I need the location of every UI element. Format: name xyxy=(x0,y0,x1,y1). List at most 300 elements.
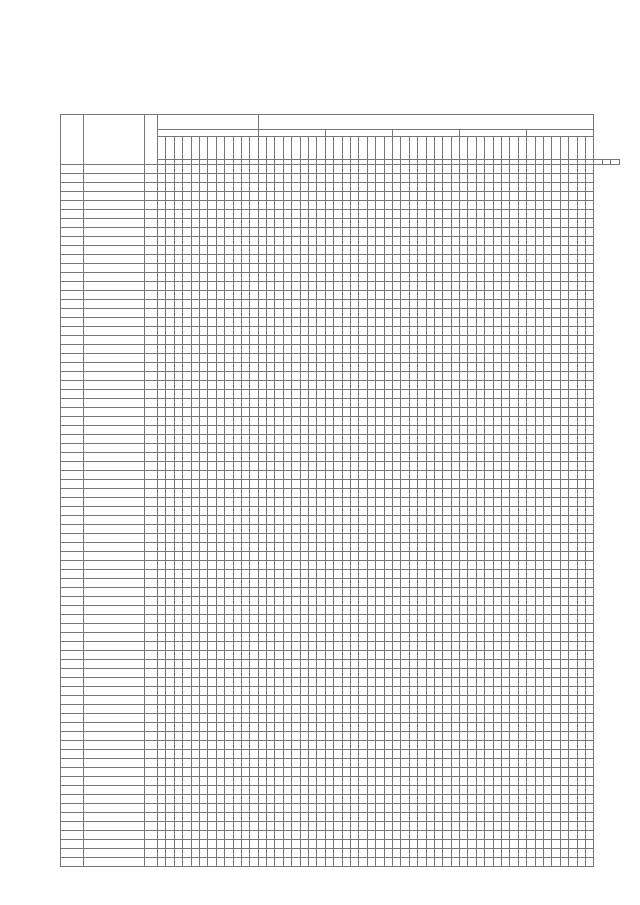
value-cell xyxy=(191,741,199,750)
value-cell xyxy=(250,273,258,282)
value-cell xyxy=(434,372,442,381)
value-cell xyxy=(468,840,476,849)
row-code-cell xyxy=(61,264,84,273)
value-cell xyxy=(191,849,199,858)
value-cell xyxy=(158,651,166,660)
value-cell xyxy=(443,183,451,192)
value-cell xyxy=(300,768,308,777)
row-unit-cell xyxy=(145,237,158,246)
value-cell xyxy=(174,642,182,651)
value-cell xyxy=(552,615,560,624)
value-cell xyxy=(233,336,241,345)
value-cell xyxy=(392,597,400,606)
value-cell xyxy=(292,696,300,705)
value-cell xyxy=(493,300,501,309)
value-cell xyxy=(426,795,434,804)
value-cell xyxy=(434,786,442,795)
value-cell xyxy=(350,651,358,660)
value-cell xyxy=(233,633,241,642)
value-cell xyxy=(552,768,560,777)
value-cell xyxy=(502,759,510,768)
value-cell xyxy=(535,282,543,291)
value-cell xyxy=(409,669,417,678)
value-cell xyxy=(267,471,275,480)
value-cell xyxy=(275,165,283,174)
value-cell xyxy=(309,282,317,291)
value-cell xyxy=(552,264,560,273)
value-cell xyxy=(585,255,593,264)
value-cell xyxy=(502,705,510,714)
value-cell xyxy=(552,750,560,759)
value-cell xyxy=(241,471,249,480)
value-cell xyxy=(183,462,191,471)
value-cell xyxy=(359,498,367,507)
value-cell xyxy=(183,678,191,687)
value-cell xyxy=(577,831,585,840)
value-cell xyxy=(384,363,392,372)
value-cell xyxy=(283,633,291,642)
value-cell xyxy=(183,633,191,642)
value-cell xyxy=(392,552,400,561)
value-cell xyxy=(418,210,426,219)
row-unit-cell xyxy=(145,561,158,570)
subcolumn-header xyxy=(560,137,568,160)
value-cell xyxy=(350,417,358,426)
value-cell xyxy=(258,822,266,831)
value-cell xyxy=(476,372,484,381)
value-cell xyxy=(350,723,358,732)
value-cell xyxy=(367,426,375,435)
value-cell xyxy=(300,471,308,480)
value-cell xyxy=(359,777,367,786)
value-cell xyxy=(158,309,166,318)
value-cell xyxy=(359,408,367,417)
value-cell xyxy=(216,624,224,633)
row-code-cell xyxy=(61,354,84,363)
value-cell xyxy=(342,336,350,345)
subcolumn-header xyxy=(426,137,434,160)
value-cell xyxy=(158,444,166,453)
value-cell xyxy=(585,795,593,804)
row-unit-cell xyxy=(145,714,158,723)
value-cell xyxy=(384,777,392,786)
value-cell xyxy=(158,381,166,390)
value-cell xyxy=(325,840,333,849)
value-cell xyxy=(174,543,182,552)
value-cell xyxy=(191,588,199,597)
value-cell xyxy=(443,750,451,759)
value-cell xyxy=(267,768,275,777)
value-cell xyxy=(325,786,333,795)
value-cell xyxy=(317,651,325,660)
value-cell xyxy=(577,660,585,669)
value-cell xyxy=(367,228,375,237)
table-row xyxy=(61,561,620,570)
value-cell xyxy=(183,336,191,345)
value-cell xyxy=(250,804,258,813)
value-cell xyxy=(225,597,233,606)
value-cell xyxy=(267,426,275,435)
value-cell xyxy=(292,804,300,813)
value-cell xyxy=(409,516,417,525)
row-name-cell xyxy=(84,714,145,723)
value-cell xyxy=(174,471,182,480)
value-cell xyxy=(409,282,417,291)
value-cell xyxy=(283,606,291,615)
value-cell xyxy=(334,210,342,219)
value-cell xyxy=(518,255,526,264)
value-cell xyxy=(510,552,518,561)
value-cell xyxy=(434,417,442,426)
value-cell xyxy=(577,714,585,723)
value-cell xyxy=(409,570,417,579)
value-cell xyxy=(233,300,241,309)
value-cell xyxy=(174,705,182,714)
value-cell xyxy=(325,696,333,705)
value-cell xyxy=(468,516,476,525)
value-cell xyxy=(476,534,484,543)
value-cell xyxy=(174,777,182,786)
value-cell xyxy=(426,723,434,732)
value-cell xyxy=(543,318,551,327)
value-cell xyxy=(191,453,199,462)
value-cell xyxy=(409,741,417,750)
value-cell xyxy=(384,669,392,678)
value-cell xyxy=(392,840,400,849)
value-cell xyxy=(183,282,191,291)
value-cell xyxy=(493,786,501,795)
value-cell xyxy=(460,813,468,822)
value-cell xyxy=(409,858,417,867)
value-cell xyxy=(250,228,258,237)
value-cell xyxy=(233,813,241,822)
row-unit-cell xyxy=(145,858,158,867)
value-cell xyxy=(443,642,451,651)
value-cell xyxy=(518,507,526,516)
value-cell xyxy=(342,192,350,201)
value-cell xyxy=(585,822,593,831)
value-cell xyxy=(233,777,241,786)
value-cell xyxy=(468,768,476,777)
value-cell xyxy=(569,300,577,309)
value-cell xyxy=(468,480,476,489)
value-cell xyxy=(334,606,342,615)
value-cell xyxy=(317,354,325,363)
value-cell xyxy=(585,624,593,633)
value-cell xyxy=(216,750,224,759)
value-cell xyxy=(166,192,174,201)
value-cell xyxy=(174,795,182,804)
value-cell xyxy=(493,660,501,669)
value-cell xyxy=(485,633,493,642)
value-cell xyxy=(376,183,384,192)
value-cell xyxy=(376,525,384,534)
value-cell xyxy=(418,480,426,489)
value-cell xyxy=(502,849,510,858)
value-cell xyxy=(183,426,191,435)
value-cell xyxy=(518,786,526,795)
value-cell xyxy=(426,687,434,696)
value-cell xyxy=(535,804,543,813)
value-cell xyxy=(493,507,501,516)
row-code-cell xyxy=(61,588,84,597)
value-cell xyxy=(342,273,350,282)
value-cell xyxy=(292,273,300,282)
row-unit-cell xyxy=(145,462,158,471)
value-cell xyxy=(225,822,233,831)
value-cell xyxy=(334,453,342,462)
value-cell xyxy=(300,408,308,417)
value-cell xyxy=(468,570,476,579)
value-cell xyxy=(233,363,241,372)
value-cell xyxy=(426,660,434,669)
value-cell xyxy=(502,651,510,660)
value-cell xyxy=(216,372,224,381)
value-cell xyxy=(233,705,241,714)
value-cell xyxy=(367,462,375,471)
table-row xyxy=(61,624,620,633)
value-cell xyxy=(376,597,384,606)
value-cell xyxy=(199,255,207,264)
value-cell xyxy=(216,786,224,795)
value-cell xyxy=(384,588,392,597)
value-cell xyxy=(342,840,350,849)
value-cell xyxy=(317,831,325,840)
value-cell xyxy=(166,381,174,390)
value-cell xyxy=(585,282,593,291)
value-cell xyxy=(485,210,493,219)
value-cell xyxy=(552,795,560,804)
value-cell xyxy=(216,696,224,705)
value-cell xyxy=(527,813,535,822)
value-cell xyxy=(225,561,233,570)
value-cell xyxy=(401,723,409,732)
value-cell xyxy=(392,795,400,804)
value-cell xyxy=(426,246,434,255)
value-cell xyxy=(585,633,593,642)
value-cell xyxy=(367,255,375,264)
value-cell xyxy=(225,291,233,300)
value-cell xyxy=(376,705,384,714)
row-name-cell xyxy=(84,858,145,867)
row-code-cell xyxy=(61,615,84,624)
value-cell xyxy=(418,669,426,678)
value-cell xyxy=(392,858,400,867)
value-cell xyxy=(199,417,207,426)
value-cell xyxy=(476,732,484,741)
value-cell xyxy=(250,174,258,183)
value-cell xyxy=(493,561,501,570)
value-cell xyxy=(275,777,283,786)
value-cell xyxy=(359,606,367,615)
value-cell xyxy=(183,525,191,534)
value-cell xyxy=(300,453,308,462)
table-row xyxy=(61,579,620,588)
value-cell xyxy=(166,570,174,579)
value-cell xyxy=(300,714,308,723)
value-cell xyxy=(401,606,409,615)
row-unit-cell xyxy=(145,759,158,768)
value-cell xyxy=(401,498,409,507)
value-cell xyxy=(577,552,585,561)
value-cell xyxy=(166,174,174,183)
value-cell xyxy=(485,507,493,516)
value-cell xyxy=(267,381,275,390)
value-cell xyxy=(174,444,182,453)
value-cell xyxy=(166,399,174,408)
value-cell xyxy=(392,480,400,489)
subcolumn-header xyxy=(334,137,342,160)
value-cell xyxy=(426,732,434,741)
value-cell xyxy=(359,651,367,660)
value-cell xyxy=(199,183,207,192)
value-cell xyxy=(434,822,442,831)
value-cell xyxy=(208,480,216,489)
value-cell xyxy=(560,777,568,786)
value-cell xyxy=(208,399,216,408)
value-cell xyxy=(409,660,417,669)
value-cell xyxy=(443,840,451,849)
table-row xyxy=(61,327,620,336)
value-cell xyxy=(518,759,526,768)
value-cell xyxy=(510,264,518,273)
value-cell xyxy=(485,453,493,462)
value-cell xyxy=(367,273,375,282)
value-cell xyxy=(552,228,560,237)
value-cell xyxy=(460,615,468,624)
value-cell xyxy=(350,228,358,237)
value-cell xyxy=(325,660,333,669)
value-cell xyxy=(543,660,551,669)
value-cell xyxy=(468,228,476,237)
value-cell xyxy=(350,372,358,381)
value-cell xyxy=(183,381,191,390)
value-cell xyxy=(317,399,325,408)
value-cell xyxy=(367,246,375,255)
value-cell xyxy=(342,813,350,822)
value-cell xyxy=(283,804,291,813)
value-cell xyxy=(434,624,442,633)
value-cell xyxy=(183,498,191,507)
value-cell xyxy=(325,759,333,768)
value-cell xyxy=(476,282,484,291)
value-cell xyxy=(527,435,535,444)
value-cell xyxy=(166,615,174,624)
value-cell xyxy=(543,417,551,426)
value-cell xyxy=(426,588,434,597)
value-cell xyxy=(342,588,350,597)
value-cell xyxy=(426,237,434,246)
value-cell xyxy=(334,219,342,228)
value-cell xyxy=(493,192,501,201)
value-cell xyxy=(283,507,291,516)
value-cell xyxy=(334,246,342,255)
value-cell xyxy=(577,408,585,417)
value-cell xyxy=(409,651,417,660)
value-cell xyxy=(267,651,275,660)
table-row xyxy=(61,498,620,507)
value-cell xyxy=(334,282,342,291)
value-cell xyxy=(241,615,249,624)
row-code-cell xyxy=(61,822,84,831)
value-cell xyxy=(283,597,291,606)
value-cell xyxy=(535,417,543,426)
value-cell xyxy=(418,381,426,390)
value-cell xyxy=(560,840,568,849)
value-cell xyxy=(518,579,526,588)
value-cell xyxy=(443,714,451,723)
value-cell xyxy=(233,219,241,228)
value-cell xyxy=(241,336,249,345)
value-cell xyxy=(460,534,468,543)
value-cell xyxy=(225,507,233,516)
subcolumn-header xyxy=(468,137,476,160)
value-cell xyxy=(300,840,308,849)
value-cell xyxy=(317,822,325,831)
value-cell xyxy=(250,561,258,570)
value-cell xyxy=(476,453,484,462)
value-cell xyxy=(392,165,400,174)
value-cell xyxy=(443,291,451,300)
value-cell xyxy=(418,390,426,399)
value-cell xyxy=(191,210,199,219)
value-cell xyxy=(401,489,409,498)
value-cell xyxy=(502,444,510,453)
value-cell xyxy=(166,732,174,741)
value-cell xyxy=(426,363,434,372)
value-cell xyxy=(518,444,526,453)
row-unit-cell xyxy=(145,354,158,363)
value-cell xyxy=(250,687,258,696)
value-cell xyxy=(325,615,333,624)
value-cell xyxy=(384,750,392,759)
value-cell xyxy=(401,237,409,246)
value-cell xyxy=(510,408,518,417)
value-cell xyxy=(409,831,417,840)
value-cell xyxy=(577,336,585,345)
value-cell xyxy=(560,219,568,228)
value-cell xyxy=(275,534,283,543)
value-cell xyxy=(325,210,333,219)
value-cell xyxy=(510,723,518,732)
value-cell xyxy=(342,570,350,579)
value-cell xyxy=(183,300,191,309)
value-cell xyxy=(451,624,459,633)
value-cell xyxy=(250,840,258,849)
value-cell xyxy=(577,561,585,570)
value-cell xyxy=(502,516,510,525)
value-cell xyxy=(476,849,484,858)
value-cell xyxy=(434,390,442,399)
value-cell xyxy=(199,831,207,840)
value-cell xyxy=(250,759,258,768)
value-cell xyxy=(392,372,400,381)
value-cell xyxy=(392,255,400,264)
value-cell xyxy=(225,228,233,237)
value-cell xyxy=(233,552,241,561)
value-cell xyxy=(250,777,258,786)
value-cell xyxy=(250,435,258,444)
value-cell xyxy=(535,444,543,453)
row-code-cell xyxy=(61,741,84,750)
row-name-cell xyxy=(84,651,145,660)
value-cell xyxy=(493,390,501,399)
value-cell xyxy=(359,525,367,534)
value-cell xyxy=(199,453,207,462)
value-cell xyxy=(317,462,325,471)
value-cell xyxy=(409,687,417,696)
row-code-cell xyxy=(61,858,84,867)
